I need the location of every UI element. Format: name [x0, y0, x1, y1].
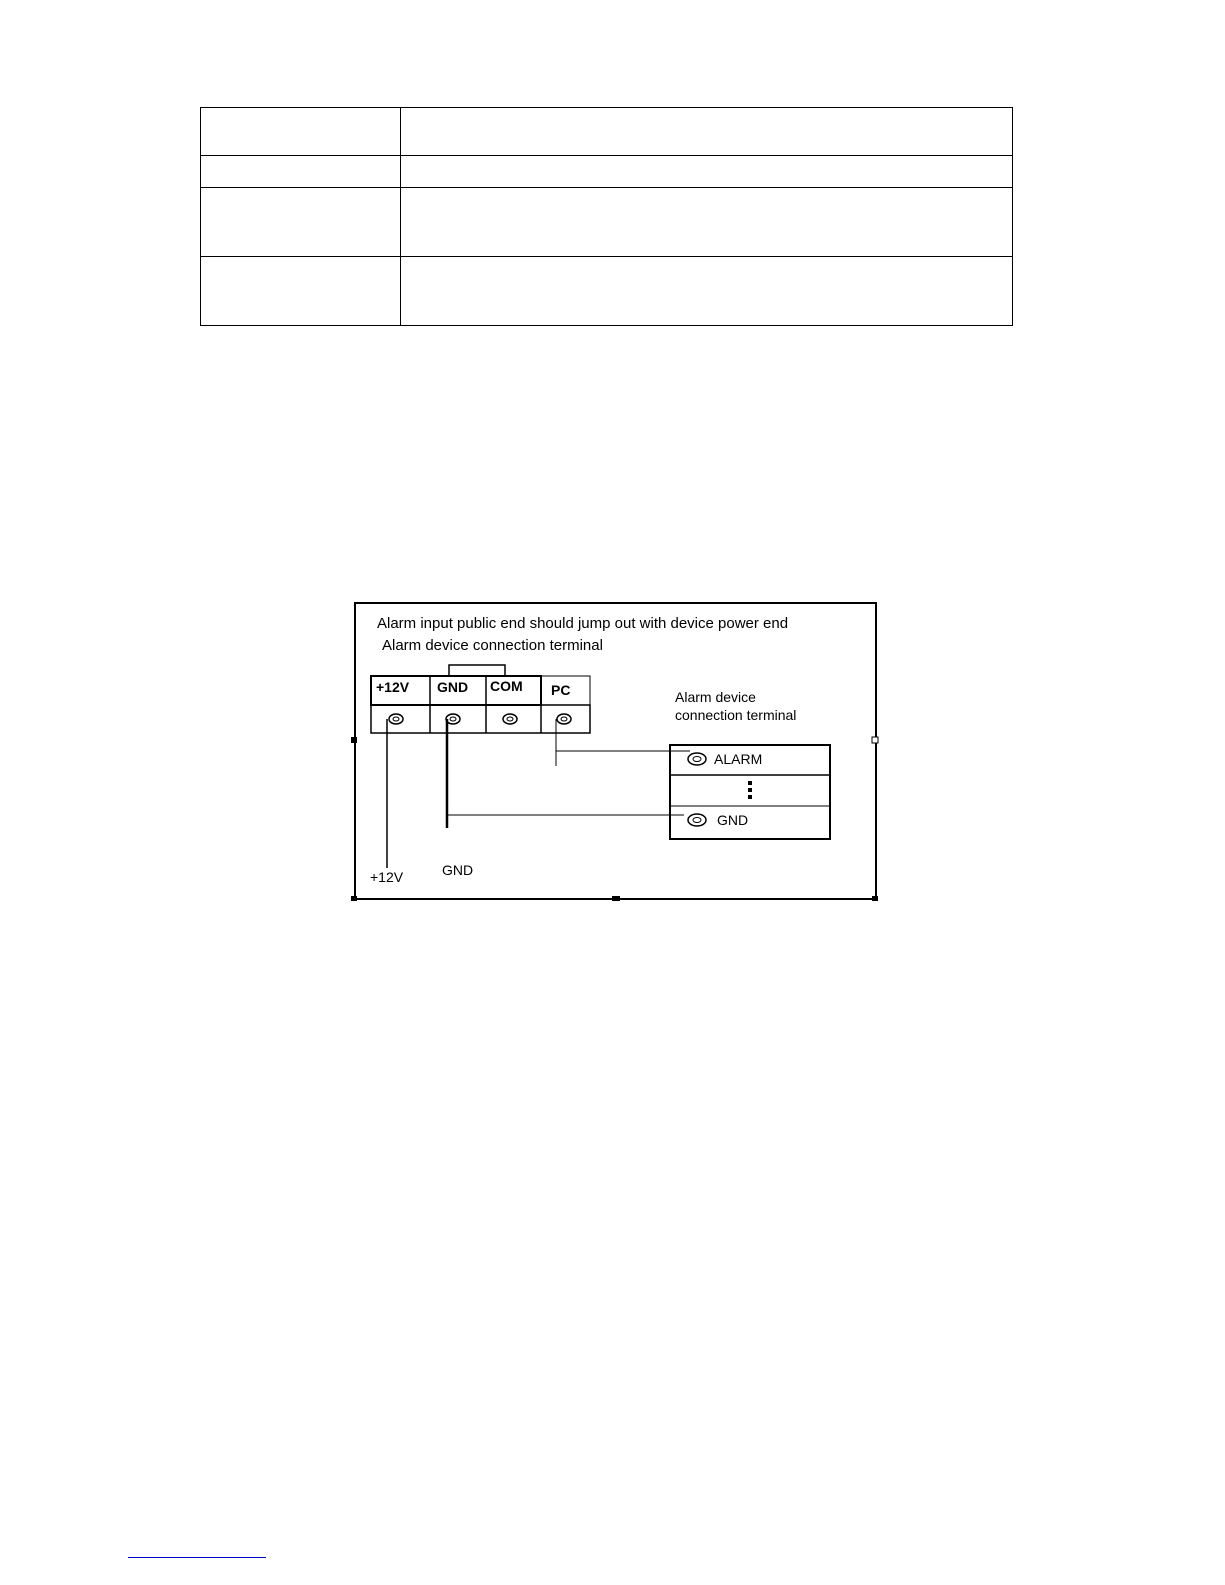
footnote-rule — [128, 1557, 266, 1558]
diagram-title: Alarm input public end should jump out with device power end — [377, 615, 789, 632]
terminal-label-pc: PC — [551, 682, 571, 698]
screw-terminal-icon — [557, 714, 571, 724]
screw-terminal-icon — [503, 714, 517, 724]
bottom-label-gnd: GND — [442, 862, 474, 878]
terminal-label-com: COM — [490, 678, 523, 694]
device-terminal-gnd: GND — [717, 812, 749, 828]
jumper-wire — [449, 665, 505, 676]
diagram-subtitle: Alarm device connection terminal — [382, 637, 603, 654]
device-label: connection terminal — [675, 707, 797, 723]
gnd-screw-icon — [688, 814, 706, 826]
frame-handle — [612, 896, 620, 901]
screw-terminal-icon — [389, 714, 403, 724]
bottom-label-12v: +12V — [370, 869, 404, 885]
device-label: Alarm device — [675, 689, 756, 705]
frame-handle — [351, 737, 357, 743]
frame-handle — [351, 896, 357, 901]
vertical-ellipsis-icon — [748, 781, 752, 799]
terminal-label-gnd: GND — [437, 679, 469, 695]
frame-handle — [872, 896, 878, 901]
device-terminal-alarm: ALARM — [714, 751, 763, 767]
frame-handle — [872, 737, 878, 743]
terminal-label-12v: +12V — [376, 679, 410, 695]
alarm-screw-icon — [688, 753, 706, 765]
